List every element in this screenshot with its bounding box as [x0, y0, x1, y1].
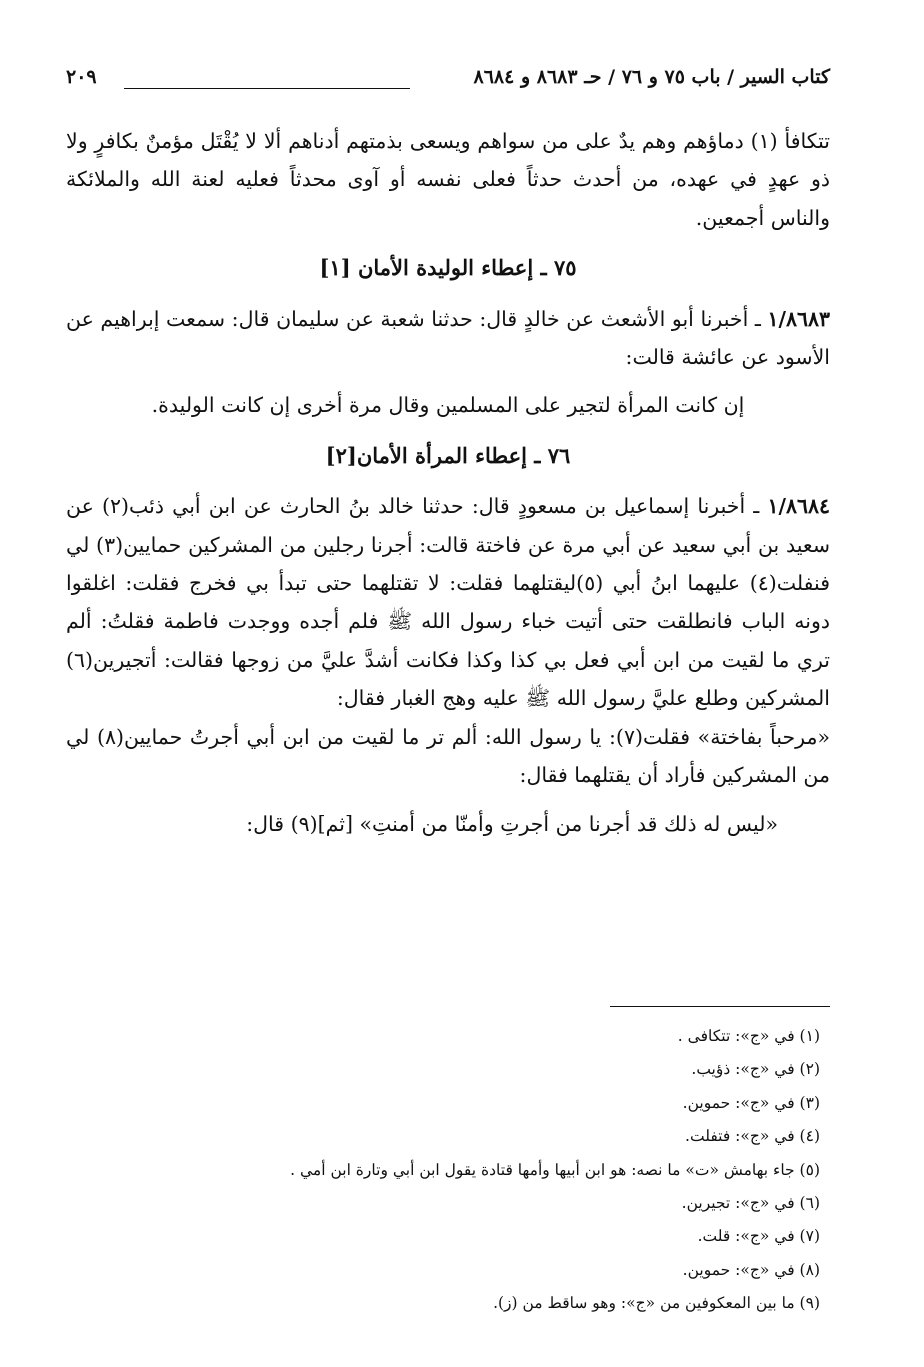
- footnote-5: (٥) جاء بهامش «ت» ما نصه: هو ابن أبيها وأمها قتادة يقول ابن أبي وتارة ابن أمي .: [290, 1160, 820, 1179]
- main-text: [66, 122, 830, 853]
- final-quote: «ليس له ذلك قد أجرنا من أجرتِ وأمنّا من أمنتِ» [ثم](٩) قال:: [246, 811, 778, 836]
- hadith-number: ١/٨٦٨٤: [767, 494, 830, 519]
- footnote-4: (٤) في «ج»: فتفلت.: [685, 1127, 820, 1146]
- footnote-9: (٩) ما بين المعكوفين من «ج»: وهو ساقط من (ز).: [493, 1294, 820, 1313]
- footnote-6: (٦) في «ج»: تجيرين.: [681, 1194, 820, 1213]
- marhaba-paragraph: «مرحباً بفاختة» فقلت(٧): يا رسول الله: ألم تر ما لقيت من ابن أبي أجرتُ حمايين(٨) لي من المشركين فأراد أن يقتلهما فقال:: [66, 724, 830, 788]
- hadith-8683: [66, 300, 830, 377]
- footnote-3: (٣) في «ج»: حموين.: [682, 1093, 820, 1112]
- footnote-8: (٨) في «ج»: حموين.: [682, 1260, 820, 1279]
- intro-paragraph: تتكافأ (١) دماؤهم وهم يدٌ على من سواهم ويسعى بذمتهم أدناهم ألا لا يُقْتَل مؤمنٌ بكافرٍ ولا ذو عهدٍ في عهده، من أحدث حدثاً فعلى نفسه أو آوى محدثاً فعليه لعنة الله والملائكة والناس أجمعين.: [66, 129, 830, 230]
- footnotes: [66, 1020, 820, 1321]
- chapter-heading-76: ٧٦ ـ إعطاء المرأة الأمان[٢]: [325, 442, 571, 468]
- footnote-2: (٢) في «ج»: ذؤيب.: [691, 1060, 820, 1079]
- page-number: ٢٠٩: [66, 66, 97, 88]
- header-rule: [124, 88, 410, 89]
- header-title: كتاب السير / باب ٧٥ و ٧٦ / حـ ٨٦٨٣ و ٨٦٨٤: [473, 66, 830, 88]
- chapter-heading-75: ٧٥ ـ إعطاء الوليدة الأمان [١]: [319, 255, 577, 281]
- hadith-text: ـ أخبرنا أبو الأشعث عن خالدٍ قال: حدثنا شعبة عن سليمان قال: سمعت إبراهيم عن الأسود عن عائشة قالت:: [66, 306, 830, 370]
- footnote-rule: [610, 1006, 830, 1007]
- footnote-1: (١) في «ج»: تتكافى .: [677, 1027, 820, 1045]
- hadith-number: ١/٨٦٨٣: [767, 306, 830, 331]
- hadith-8684: [66, 487, 830, 717]
- hadith-8683-quote: إن كانت المرأة لتجير على المسلمين وقال مرة أخرى إن كانت الوليدة.: [151, 393, 745, 418]
- footnote-7: (٧) في «ج»: قلت.: [697, 1227, 820, 1246]
- hadith-text: ـ أخبرنا إسماعيل بن مسعودٍ قال: حدثنا خالد بنُ الحارث عن ابن أبي ذئب(٢) عن سعيد بن أبي سعيد عن أبي مرة عن فاختة قالت: أجرنا رجلين من المشركين حمايين(٣) لي فنفلت(٤) عليهما ابنُ أبي (٥)ليقتلهما فقلت: لا تقتلهما حتى تبدأ بي فخرج فقلت: اغلقوا دونه الباب فانطلقت حتى أتيت خباء رسول الله ﷺ فلم أجده ووجدت فاطمة فقلتُ: ألم تري ما لقيت من ابن أبي فعل بي كذا وكذا فكانت أشدَّ عليَّ من زوجها فقالت: أتجيرين(٦) المشركين وطلع عليَّ رسول الله ﷺ عليه وهج الغبار فقال:: [66, 494, 830, 711]
- running-header: [66, 66, 830, 100]
